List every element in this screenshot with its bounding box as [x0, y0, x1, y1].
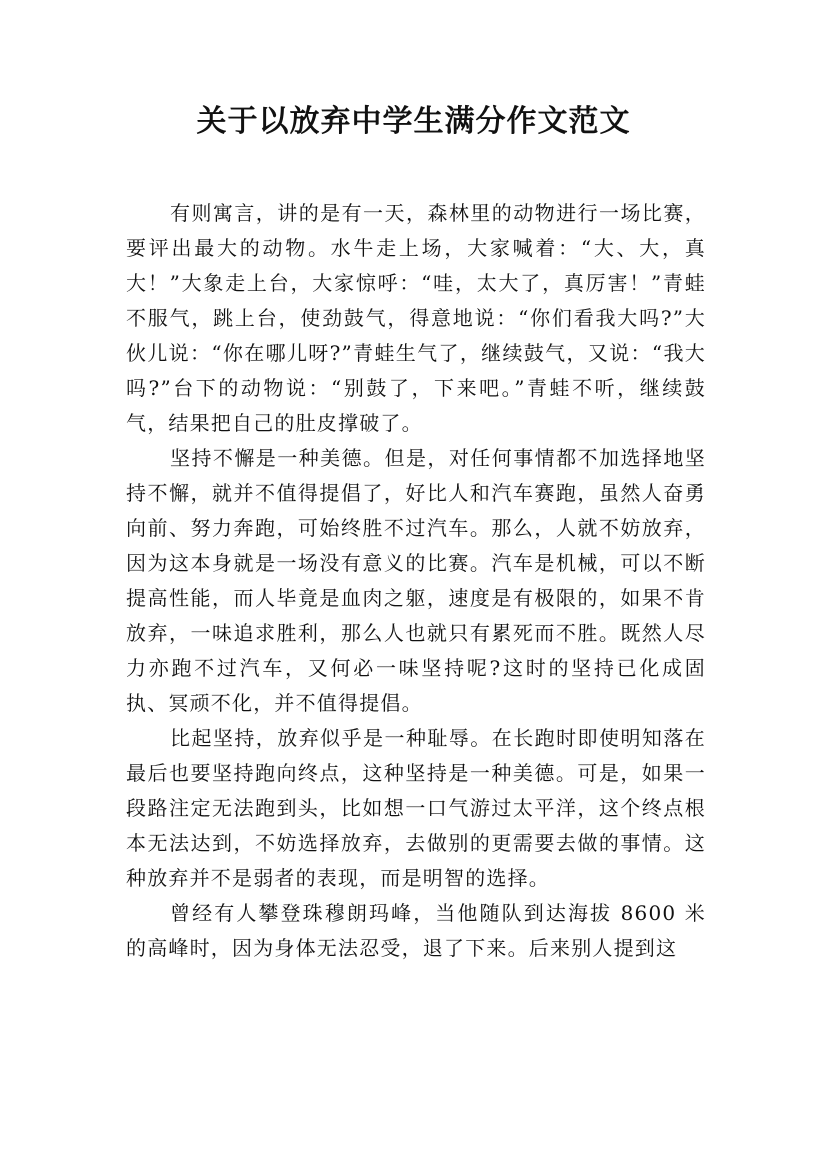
paragraph: 坚持不懈是一种美德。但是，对任何事情都不加选择地坚持不懈，就并不值得提倡了，好比人和汽车赛跑，虽然人奋勇向前、努力奔跑，可始终胜不过汽车。那么，人就不妨放弃，因为这本身就是一场没有意义的比赛。汽车是机械，可以不断提高性能，而人毕竟是血肉之躯，速度是有极限的，如果不肯放弃，一味追求胜利，那么人也就只有累死而不胜。既然人尽力亦跑不过汽车，又何必一味坚持呢?这时的坚持已化成固执、冥顽不化，并不值得提倡。: [126, 446, 706, 715]
article-body: [126, 196, 706, 966]
paragraph: 有则寓言，讲的是有一天，森林里的动物进行一场比赛，要评出最大的动物。水牛走上场，大家喊着：“大、大，真大！”大象走上台，大家惊呼：“哇，太大了，真厉害！”青蛙不服气，跳上台，使劲鼓气，得意地说：“你们看我大吗?”大伙儿说：“你在哪儿呀?”青蛙生气了，继续鼓气，又说：“我大吗?”台下的动物说：“别鼓了，下来吧。”青蛙不听，继续鼓气，结果把自己的肚皮撑破了。: [126, 201, 706, 435]
page-title: 关于以放弃中学生满分作文范文: [196, 104, 631, 139]
paragraph: 比起坚持，放弃似乎是一种耻辱。在长跑时即使明知落在最后也要坚持跑向终点，这种坚持是一种美德。可是，如果一段路注定无法跑到头，比如想一口气游过太平洋，这个终点根本无法达到，不妨选择放弃，去做别的更需要去做的事情。这种放弃并不是弱者的表现，而是明智的选择。: [126, 726, 706, 890]
paragraph: 曾经有人攀登珠穆朗玛峰，当他随队到达海拔 8600 米的高峰时，因为身体无法忍受，退了下来。后来别人提到这: [126, 901, 706, 960]
